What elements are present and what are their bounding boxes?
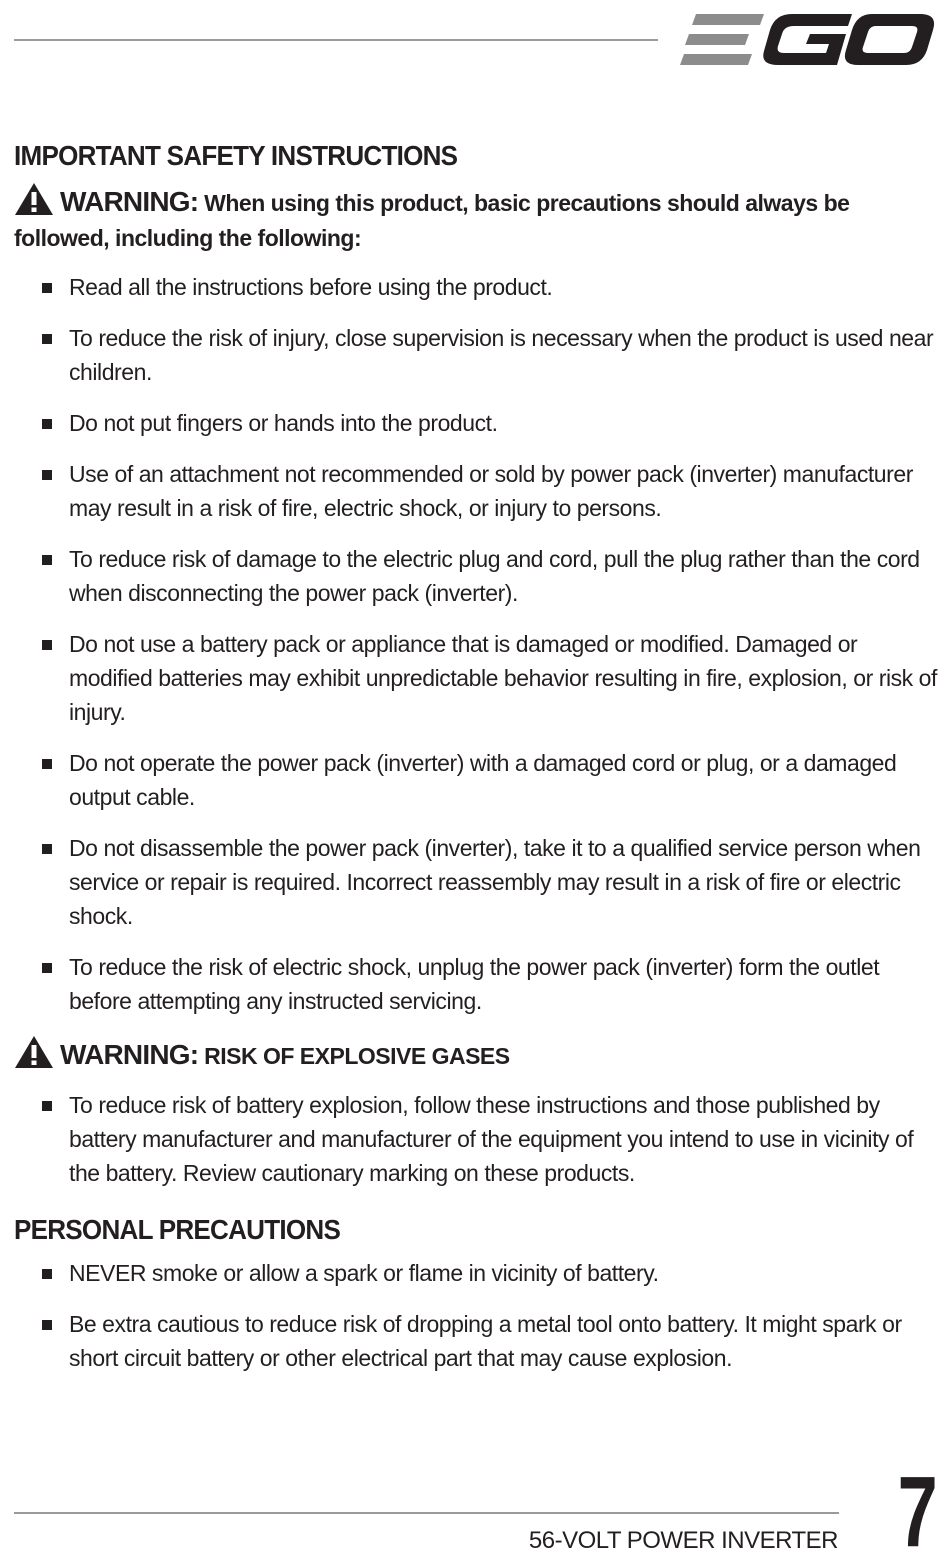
square-bullet — [42, 759, 52, 769]
square-bullet — [42, 334, 52, 344]
square-bullet — [42, 555, 52, 565]
general-warning — [14, 182, 938, 256]
square-bullet — [42, 419, 52, 429]
square-bullet — [42, 844, 52, 854]
warning-label: WARNING: — [60, 1039, 199, 1070]
personal-precautions-list — [14, 1256, 938, 1375]
square-bullet — [42, 283, 52, 293]
warning-label: WARNING: — [60, 186, 199, 217]
page-content — [14, 140, 938, 1392]
list-item — [14, 457, 938, 525]
list-item — [14, 1256, 938, 1290]
list-item — [14, 270, 938, 304]
square-bullet — [42, 640, 52, 650]
warning-triangle-icon — [14, 1035, 54, 1069]
warning-text: When using this product, basic precautions should always be followed, including the following: — [14, 190, 850, 251]
warning-triangle-icon — [14, 182, 54, 216]
list-item — [14, 831, 938, 933]
list-item-text: To reduce the risk of injury, close supervision is necessary when the product is used near children. — [69, 325, 934, 385]
list-item — [14, 1088, 938, 1190]
list-item — [14, 950, 938, 1018]
square-bullet — [42, 1320, 52, 1330]
list-item-text: Do not put fingers or hands into the product. — [69, 410, 498, 436]
page-number: 7 — [897, 1456, 938, 1568]
section-title-personal-precautions: PERSONAL PRECAUTIONS — [14, 1214, 341, 1245]
warning-text: RISK OF EXPLOSIVE GASES — [204, 1043, 510, 1069]
list-item-text: Do not use a battery pack or appliance that is damaged or modified. Damaged or modified batteries may exhibit unpredictable behavior resulting in fire, explosion, or risk of injury. — [69, 631, 937, 725]
explosive-gases-warning — [14, 1035, 938, 1074]
list-item-text: Do not operate the power pack (inverter) with a damaged cord or plug, or a damaged output cable. — [69, 750, 897, 810]
section-title-safety: IMPORTANT SAFETY INSTRUCTIONS — [14, 140, 458, 171]
list-item-text: To reduce risk of damage to the electric plug and cord, pull the plug rather than the cord when disconnecting the power pack (inverter). — [69, 546, 920, 606]
list-item — [14, 627, 938, 729]
footer-rule — [14, 1512, 839, 1514]
square-bullet — [42, 1101, 52, 1111]
list-item — [14, 321, 938, 389]
square-bullet — [42, 1269, 52, 1279]
list-item — [14, 406, 938, 440]
square-bullet — [42, 470, 52, 480]
list-item — [14, 542, 938, 610]
list-item-text: To reduce the risk of electric shock, unplug the power pack (inverter) form the outlet before attempting any instructed servicing. — [69, 954, 880, 1014]
list-item — [14, 1307, 938, 1375]
square-bullet — [42, 963, 52, 973]
list-item-text: Use of an attachment not recommended or sold by power pack (inverter) manufacturer may result in a risk of fire, electric shock, or injury to persons. — [69, 461, 913, 521]
list-item-text: Do not disassemble the power pack (inverter), take it to a qualified service person when service or repair is required. Incorrect reassembly may result in a risk of fire or electric shock. — [69, 835, 921, 929]
header-rule — [14, 39, 658, 41]
list-item-text: Read all the instructions before using the product. — [69, 274, 553, 300]
list-item-text: NEVER smoke or allow a spark or flame in vicinity of battery. — [69, 1260, 659, 1286]
explosive-gases-list — [14, 1088, 938, 1190]
footer-product-label: 56-VOLT POWER INVERTER — [528, 1527, 838, 1554]
ego-logo — [680, 12, 936, 68]
list-item-text: To reduce risk of battery explosion, follow these instructions and those published by battery manufacturer and manufacturer of the equipment you intend to use in vicinity of the battery. Review cautionary marking on these products. — [69, 1092, 914, 1186]
list-item-text: Be extra cautious to reduce risk of dropping a metal tool onto battery. It might spark or short circuit battery or other electrical part that may cause explosion. — [69, 1311, 902, 1371]
safety-instructions-list — [14, 270, 938, 1018]
list-item — [14, 746, 938, 814]
